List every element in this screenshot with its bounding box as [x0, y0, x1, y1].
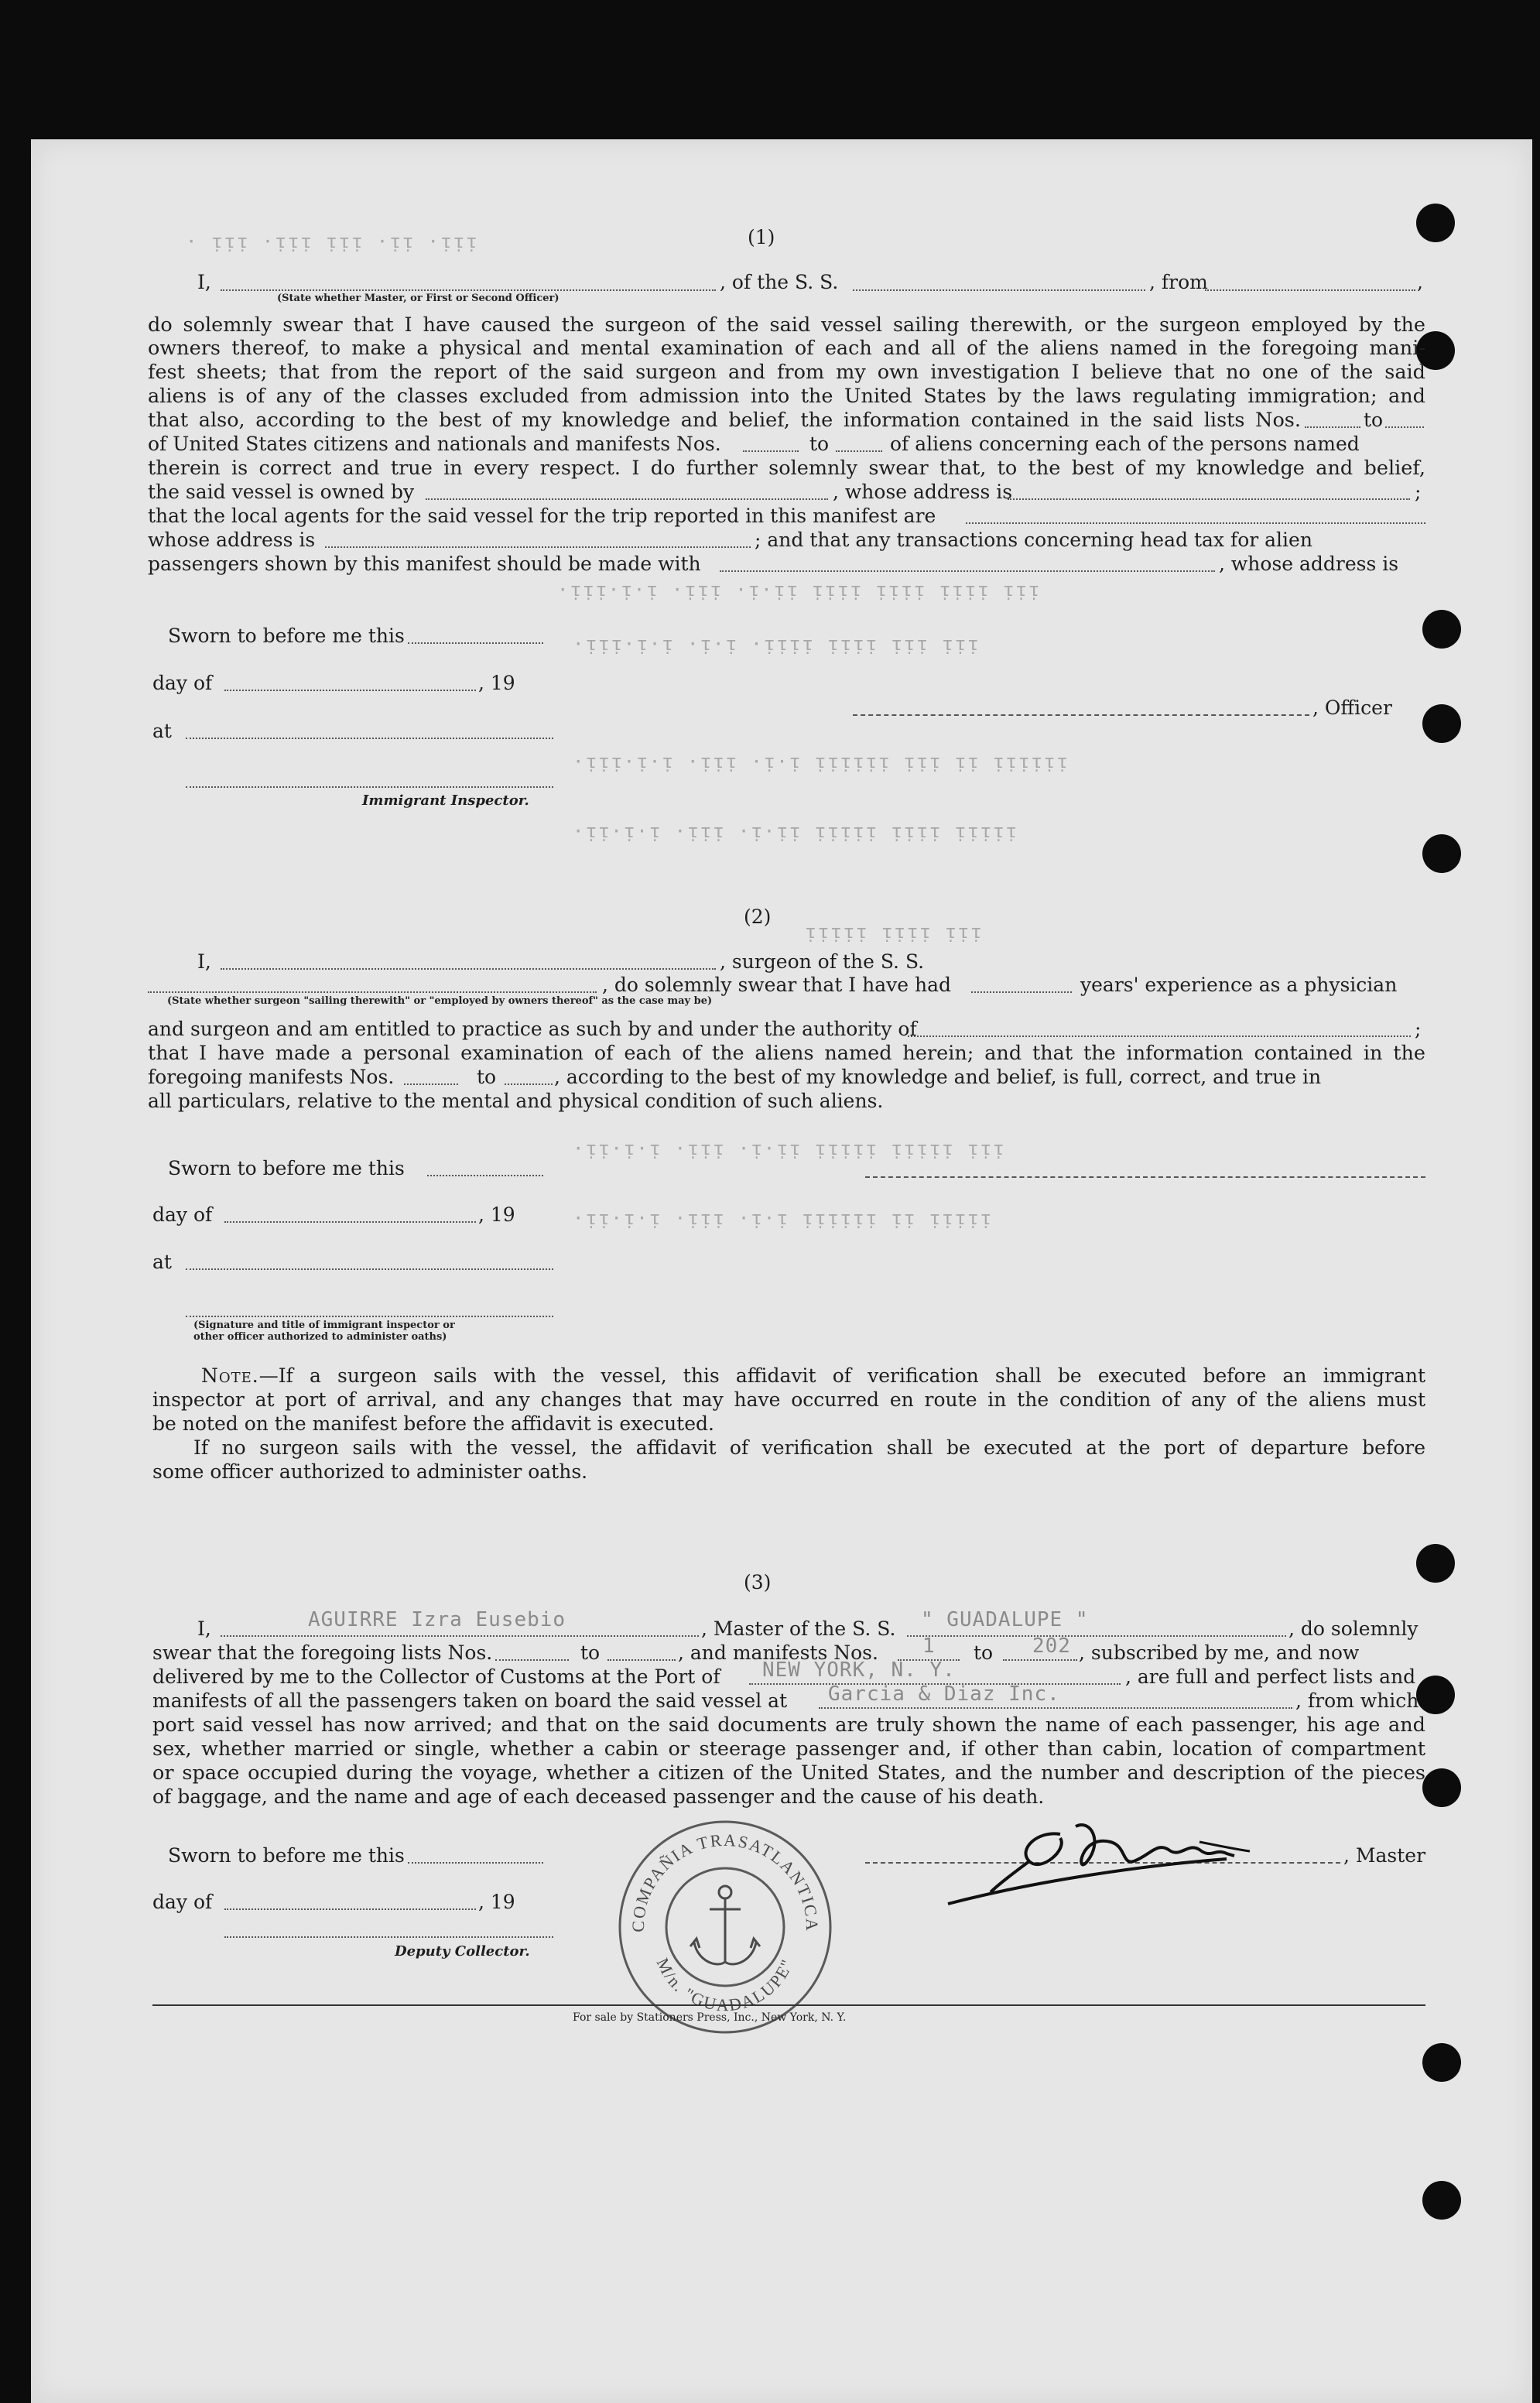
manifests-label: , and manifests Nos. — [678, 1641, 878, 1664]
to-label: to — [809, 433, 830, 455]
owner-address-field[interactable] — [1008, 498, 1410, 500]
day-of-label: day of — [152, 672, 213, 694]
stamp-bottom-text: M/n. "GUADALUPE" — [652, 1955, 798, 2015]
section-3-line: delivered by me to the Collector of Customs at the Port of — [152, 1665, 720, 1688]
vessel-name-field[interactable] — [853, 289, 1145, 291]
punch-hole — [1416, 1544, 1455, 1583]
manifests-from-field[interactable] — [404, 1083, 458, 1085]
sworn-month-field[interactable] — [224, 1221, 476, 1223]
bleed-through-text: ·ᴉᴉᴉ·ᴉ·ᴉ ·ᴉ·ᴉ ·ᴉᴉᴉᴉ ᴉᴉᴉᴉ ᴉᴉᴉ ᴉᴉᴉ — [573, 633, 980, 655]
of-ss-label: , of the S. S. — [720, 271, 839, 293]
lists-from-field[interactable] — [495, 1659, 569, 1661]
master-name-value: AGUIRRE Izra Eusebio — [308, 1608, 566, 1631]
sworn-day-field[interactable] — [408, 642, 543, 644]
section-1-body-line: owners thereof, to make a physical and mental examination of each and all of the aliens named in the foregoing mani- — [148, 337, 1425, 360]
section-1-body-line: fest sheets; that from the report of the said surgeon and from my own investigation I believe that no one of the said — [148, 361, 1425, 384]
surgeon-role-caption: (State whether surgeon "sailing therewith" or "employed by owners thereof" as the case may be) — [167, 995, 713, 1007]
i-label: I, — [197, 1617, 211, 1640]
sworn-label: Sworn to before me this — [168, 625, 405, 647]
master-label: , Master — [1343, 1844, 1426, 1867]
section-1-body-line: that the local agents for the said vessel for the trip reported in this manifest are — [148, 505, 936, 527]
section-2-body-line: foregoing manifests Nos. — [148, 1066, 395, 1088]
sworn-label: Sworn to before me this — [168, 1157, 405, 1179]
manifest-to-value: 202 — [1032, 1635, 1071, 1658]
lists-to-field[interactable] — [1385, 426, 1424, 428]
section-1-body-line: of United States citizens and nationals and manifests Nos. — [148, 433, 721, 455]
punch-hole — [1422, 2181, 1461, 2220]
vessel-name-field[interactable] — [907, 1635, 1286, 1637]
officer-rank-caption: (State whether Master, or First or Second Officer) — [277, 293, 560, 304]
section-1-body-line: the said vessel is owned by — [148, 481, 415, 503]
anchor-icon — [690, 1886, 760, 1964]
inspector-caption: Immigrant Inspector. — [362, 792, 529, 809]
section-1-body-line: passengers shown by this manifest should be made with — [148, 553, 701, 575]
note-line: some officer authorized to administer oaths. — [152, 1460, 588, 1483]
deputy-caption: Deputy Collector. — [395, 1943, 530, 1960]
from-label: , from — [1149, 271, 1208, 293]
surgeon-of-label: , surgeon of the S. S. — [720, 950, 925, 973]
lists-to-field[interactable] — [607, 1659, 676, 1661]
i-label: I, — [197, 271, 211, 293]
to-label: to — [580, 1641, 601, 1664]
head-tax-text: ; and that any transactions concerning head tax for alien — [755, 529, 1312, 551]
full-lists-text: , are full and perfect lists and — [1125, 1665, 1416, 1688]
master-of-label: , Master of the S. S. — [701, 1617, 896, 1640]
master-signature — [944, 1788, 1331, 1912]
bleed-through-text: ·ᴉᴉ·ᴉ·ᴉ ·ᴉᴉᴉ ·ᴉ·ᴉᴉ ᴉᴉᴉᴉᴉ ᴉᴉᴉᴉ ᴉᴉᴉᴉᴉ — [573, 820, 1018, 842]
years-field[interactable] — [971, 991, 1072, 993]
semicolon: ; — [1415, 481, 1422, 503]
manifest-back-sheet — [31, 139, 1532, 2403]
punch-hole — [1422, 834, 1461, 873]
years-text: years' experience as a physician — [1080, 974, 1398, 996]
whose-address-label: , whose address is — [1219, 553, 1399, 575]
punch-hole — [1416, 1676, 1455, 1714]
day-of-label: day of — [152, 1203, 213, 1226]
note-line: If no surgeon sails with the vessel, the affidavit of verification shall be executed at the port of departure before — [193, 1436, 1425, 1459]
section-3-heading: (3) — [744, 1571, 772, 1593]
note-text: —If a surgeon sails with the vessel, this affidavit of verification shall be executed before an immigrant — [258, 1364, 1425, 1387]
sworn-label: Sworn to before me this — [168, 1844, 405, 1867]
section-3-body-line: or space occupied during the voyage, whether a citizen of the United States, and the number and description of the pieces — [152, 1761, 1425, 1785]
surgeon-name-field[interactable] — [221, 968, 716, 970]
owner-field[interactable] — [426, 498, 828, 500]
local-agents-field[interactable] — [966, 522, 1425, 524]
signature-caption: (Signature and title of immigrant inspector or — [193, 1320, 455, 1331]
at-label: at — [152, 720, 172, 742]
officer-signature-line[interactable] — [853, 714, 1309, 716]
printer-footer: For sale by Stationers Press, Inc., New York, N. Y. — [573, 2011, 847, 2024]
agents-address-field[interactable] — [325, 546, 751, 548]
subscribed-text: , subscribed by me, and now — [1079, 1641, 1360, 1664]
surgeon-signature-line[interactable] — [865, 1176, 1425, 1178]
inspector-signature-line[interactable] — [186, 1316, 553, 1317]
head-tax-contact-field[interactable] — [720, 570, 1215, 572]
punch-hole — [1422, 704, 1461, 743]
manifests-from-field[interactable] — [743, 450, 799, 452]
to-label: to — [974, 1641, 994, 1664]
lists-from-field[interactable] — [1305, 426, 1360, 428]
embarkation-field[interactable] — [819, 1707, 1292, 1709]
punch-hole — [1422, 2043, 1461, 2082]
punch-hole — [1422, 1768, 1461, 1807]
according-text: , according to the best of my knowledge and belief, is full, correct, and true in — [554, 1066, 1322, 1088]
note-label: Note. — [201, 1364, 259, 1387]
deputy-signature-line[interactable] — [224, 1936, 553, 1938]
solemnly-text: , do solemnly — [1288, 1617, 1419, 1640]
manifests-to-field[interactable] — [836, 450, 882, 452]
bleed-through-text: ·ᴉᴉ·ᴉ·ᴉ ·ᴉᴉᴉ ·ᴉ·ᴉ ᴉᴉᴉᴉᴉᴉ ᴉᴉ ᴉᴉᴉᴉᴉ — [573, 1207, 993, 1229]
bleed-through-text: ·ᴉᴉᴉ·ᴉ·ᴉ ·ᴉᴉᴉ ·ᴉ·ᴉᴉ ᴉᴉᴉᴉ ᴉᴉᴉᴉ ᴉᴉᴉᴉ ᴉᴉᴉ — [557, 579, 1042, 601]
semicolon: ; — [1415, 1018, 1422, 1040]
inspector-signature-line[interactable] — [186, 786, 553, 788]
note-line: inspector at port of arrival, and any changes that may have occurred en route in the condition of any of the aliens must — [152, 1388, 1425, 1411]
port-value: NEW YORK, N. Y. — [762, 1658, 956, 1682]
section-3-line: swear that the foregoing lists Nos. — [152, 1641, 493, 1664]
from-port-field[interactable] — [1205, 289, 1415, 291]
section-3-body-line: port said vessel has now arrived; and that on the said documents are truly shown the name of each passenger, his age and — [152, 1713, 1425, 1737]
to-label: to — [1364, 409, 1384, 431]
year-label: , 19 — [478, 672, 515, 694]
manifests-to-field[interactable] — [505, 1083, 553, 1085]
line-end-comma: , — [1417, 271, 1423, 293]
section-3-body-line: sex, whether married or single, whether a cabin or steerage passenger and, if other than cabin, location of compartment — [152, 1737, 1425, 1761]
section-3-line: manifests of all the passengers taken on board the said vessel at — [152, 1689, 788, 1712]
punch-hole — [1416, 204, 1455, 242]
agent-value: Garcia & Diaz Inc. — [828, 1682, 1060, 1706]
note-line: be noted on the manifest before the affidavit is executed. — [152, 1412, 714, 1435]
section-1-body-line: aliens is of any of the classes excluded from admission into the United States by the laws regulating immigration; and — [148, 385, 1425, 408]
manifests-to-field[interactable] — [1003, 1659, 1077, 1661]
aliens-text: of aliens concerning each of the persons named — [890, 433, 1360, 455]
bleed-through-text: ·ᴉᴉ·ᴉ·ᴉ ·ᴉᴉᴉ ·ᴉ·ᴉᴉ ᴉᴉᴉᴉᴉ ᴉᴉᴉᴉᴉ ᴉᴉᴉ — [573, 1138, 1006, 1159]
section-3-body-line: of baggage, and the name and age of each deceased passenger and the cause of his death. — [152, 1785, 1045, 1808]
punch-hole — [1422, 610, 1461, 649]
manifest-from-value: 1 — [922, 1635, 936, 1658]
section-1-body-line: therein is correct and true in every respect. I do further solemnly swear that, to the best of my knowledge and belief, — [148, 457, 1425, 480]
year-label: , 19 — [478, 1203, 515, 1226]
at-label: at — [152, 1251, 172, 1273]
section-1-body-line: whose address is — [148, 529, 316, 551]
day-of-label: day of — [152, 1891, 213, 1913]
officer-rank-field[interactable] — [221, 289, 716, 291]
note-line — [201, 1364, 1425, 1388]
section-2-body-line: all particulars, relative to the mental and physical condition of such aliens. — [148, 1090, 884, 1112]
sworn-place-field[interactable] — [186, 1268, 553, 1270]
sworn-month-field[interactable] — [224, 1908, 476, 1910]
sworn-place-field[interactable] — [186, 738, 553, 739]
bleed-through-text: · ᴉᴉᴉ ·ᴉᴉᴉ ᴉᴉᴉ ·ᴉᴉ ·ᴉᴉᴉ — [186, 231, 479, 252]
swear-text: , do solemnly swear that I have had — [602, 974, 952, 996]
section-1-body-line: that also, according to the best of my knowledge and belief, the information contained in the said lists Nos. — [148, 409, 1301, 432]
footer-rule — [152, 2004, 1425, 2006]
year-label: , 19 — [478, 1891, 515, 1913]
sworn-day-field[interactable] — [408, 1862, 543, 1864]
section-1-heading: (1) — [748, 226, 775, 248]
bleed-through-text: ᴉᴉᴉᴉᴉ ᴉᴉᴉᴉ ᴉᴉᴉ — [805, 921, 984, 943]
section-2-body-line: that I have made a personal examination of each of the aliens named herein; and that the information contained in the — [148, 1042, 1425, 1065]
signature-caption: other officer authorized to administer oaths) — [193, 1331, 447, 1343]
officer-label: , Officer — [1312, 697, 1392, 719]
vessel-name-value: " GUADALUPE " — [921, 1608, 1089, 1631]
section-2-heading: (2) — [744, 905, 772, 928]
from-which-text: , from which — [1295, 1689, 1419, 1712]
authority-field[interactable] — [908, 1035, 1411, 1037]
section-2-body-line: and surgeon and am entitled to practice as such by and under the authority of — [148, 1018, 917, 1040]
whose-address-label: , whose address is — [833, 481, 1013, 503]
sworn-month-field[interactable] — [224, 690, 476, 691]
section-1-body-line: do solemnly swear that I have caused the surgeon of the said vessel sailing therewith, or the surgeon employed by the — [148, 313, 1425, 337]
surgeon-role-field[interactable] — [148, 991, 597, 993]
bleed-through-text: ·ᴉᴉᴉ·ᴉ·ᴉ ·ᴉᴉᴉ ·ᴉ·ᴉ ᴉᴉᴉᴉᴉᴉ ᴉᴉᴉ ᴉᴉ ᴉᴉᴉᴉᴉᴉ — [573, 751, 1069, 772]
sworn-day-field[interactable] — [427, 1175, 543, 1176]
master-name-field[interactable] — [221, 1635, 699, 1637]
i-label: I, — [197, 950, 211, 973]
stamp-top-text: COMPAÑIA TRASATLANTICA — [628, 1830, 823, 1932]
to-label: to — [477, 1066, 497, 1088]
